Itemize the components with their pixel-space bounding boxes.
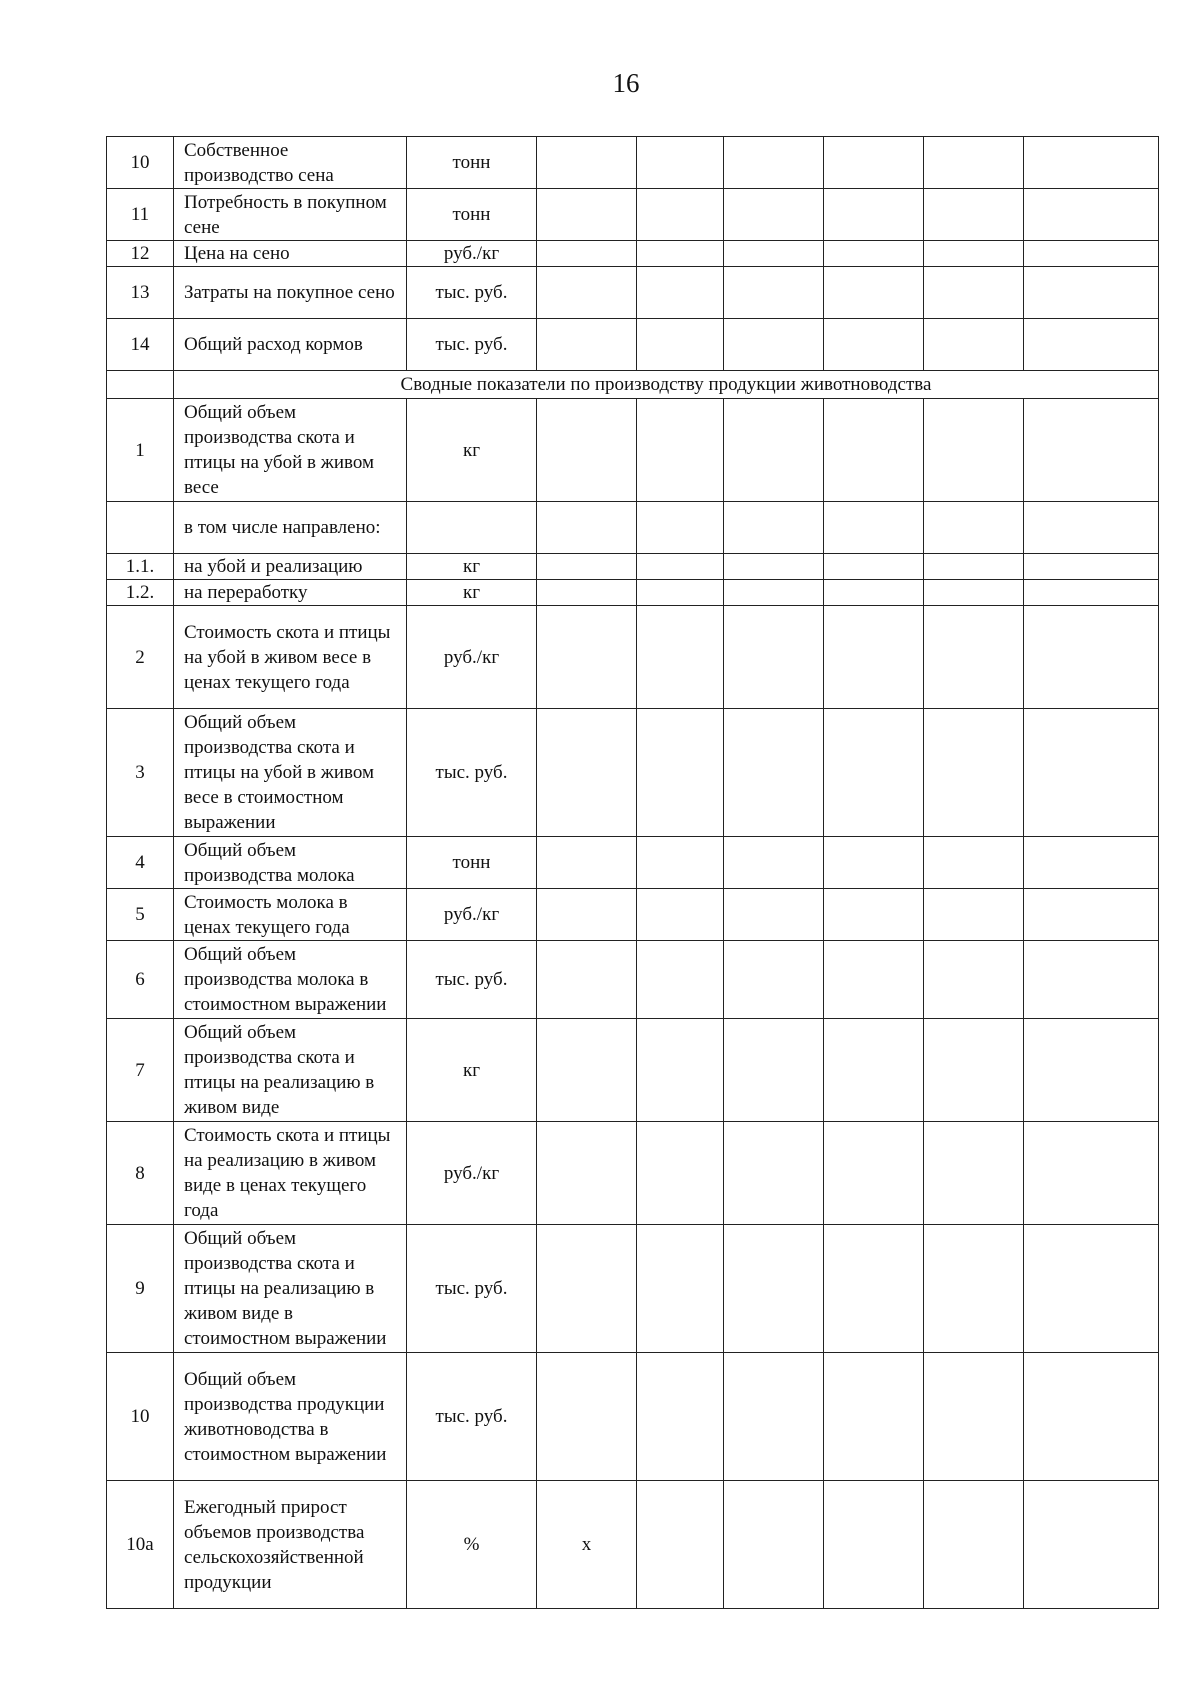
unit-of-measure: кг: [407, 580, 537, 606]
value-cell: [1024, 941, 1159, 1019]
indicator-name: Общий объем производства продукции животноводства в стоимостном выражении: [174, 1353, 407, 1481]
indicator-name: Цена на сено: [174, 241, 407, 267]
value-cell: [724, 1122, 824, 1225]
value-cell: [637, 837, 724, 889]
row-number: 4: [107, 837, 174, 889]
value-cell: [637, 941, 724, 1019]
value-cell: [537, 137, 637, 189]
unit-of-measure: тонн: [407, 189, 537, 241]
value-cell: [924, 580, 1024, 606]
value-cell: [724, 502, 824, 554]
value-cell: [637, 1122, 724, 1225]
value-cell: [824, 606, 924, 709]
value-cell: [537, 267, 637, 319]
indicator-name: Стоимость скота и птицы на убой в живом весе в ценах текущего года: [174, 606, 407, 709]
value-cell: [1024, 889, 1159, 941]
value-cell: [824, 1019, 924, 1122]
value-cell: [824, 1122, 924, 1225]
value-cell: [724, 137, 824, 189]
table-row: [107, 319, 1159, 371]
value-cell: [637, 709, 724, 837]
row-number: 5: [107, 889, 174, 941]
value-cell: [724, 241, 824, 267]
value-cell: [1024, 267, 1159, 319]
value-cell: [924, 241, 1024, 267]
value-cell: [824, 1353, 924, 1481]
value-cell: [1024, 709, 1159, 837]
value-cell: [824, 399, 924, 502]
value-cell: [724, 889, 824, 941]
value-cell: [637, 1225, 724, 1353]
value-cell: [637, 580, 724, 606]
value-cell: [924, 837, 1024, 889]
indicator-name: на переработку: [174, 580, 407, 606]
row-number: 8: [107, 1122, 174, 1225]
value-cell: [537, 837, 637, 889]
value-cell: [537, 889, 637, 941]
value-cell: [924, 606, 1024, 709]
indicator-name: Ежегодный прирост объемов производства сельскохозяйственной продукции: [174, 1481, 407, 1609]
value-cell: [1024, 189, 1159, 241]
unit-of-measure: [407, 502, 537, 554]
value-cell: [637, 319, 724, 371]
table-row: [107, 241, 1159, 267]
value-cell: [724, 1019, 824, 1122]
unit-of-measure: %: [407, 1481, 537, 1609]
value-cell: [537, 941, 637, 1019]
table-row: [107, 1122, 1159, 1225]
value-cell: [924, 1019, 1024, 1122]
unit-of-measure: тыс. руб.: [407, 709, 537, 837]
value-cell: [1024, 241, 1159, 267]
value-cell: [1024, 1353, 1159, 1481]
unit-of-measure: тыс. руб.: [407, 1225, 537, 1353]
value-cell: [924, 399, 1024, 502]
unit-of-measure: тонн: [407, 137, 537, 189]
value-cell: [924, 889, 1024, 941]
row-number: 7: [107, 1019, 174, 1122]
value-cell: [824, 241, 924, 267]
value-cell: [1024, 1122, 1159, 1225]
value-cell: [537, 709, 637, 837]
value-cell: [824, 267, 924, 319]
value-cell: [537, 606, 637, 709]
value-cell: [824, 1225, 924, 1353]
value-cell: [537, 502, 637, 554]
section-title: Сводные показатели по производству продукции животноводства: [174, 371, 1159, 399]
value-cell: [924, 554, 1024, 580]
value-cell: [824, 502, 924, 554]
table-row: [107, 502, 1159, 554]
value-cell: [724, 580, 824, 606]
unit-of-measure: тыс. руб.: [407, 319, 537, 371]
section-header-row: [107, 371, 1159, 399]
unit-of-measure: руб./кг: [407, 241, 537, 267]
indicator-name: Потребность в покупном сене: [174, 189, 407, 241]
row-number: 14: [107, 319, 174, 371]
unit-of-measure: руб./кг: [407, 606, 537, 709]
value-cell: [924, 267, 1024, 319]
table-row: [107, 606, 1159, 709]
unit-of-measure: кг: [407, 399, 537, 502]
value-cell: [724, 1225, 824, 1353]
value-cell: [537, 1225, 637, 1353]
value-cell: [924, 1225, 1024, 1353]
indicator-name: Общий объем производства молока в стоимостном выражении: [174, 941, 407, 1019]
value-cell: [724, 554, 824, 580]
row-number: 13: [107, 267, 174, 319]
table-row: [107, 837, 1159, 889]
value-cell: [724, 319, 824, 371]
indicator-name: Собственное производство сена: [174, 137, 407, 189]
row-number: 10: [107, 1353, 174, 1481]
value-cell: [637, 1019, 724, 1122]
value-cell: [724, 399, 824, 502]
value-cell: [637, 137, 724, 189]
table-row: [107, 137, 1159, 189]
value-cell: [1024, 1481, 1159, 1609]
table-row: [107, 709, 1159, 837]
table-row: [107, 554, 1159, 580]
value-cell: [924, 1353, 1024, 1481]
indicator-name: Общий объем производства скота и птицы на убой в живом весе: [174, 399, 407, 502]
value-cell: [1024, 319, 1159, 371]
value-cell: [637, 1353, 724, 1481]
value-cell: [724, 267, 824, 319]
table-row: [107, 580, 1159, 606]
table-row: [107, 1225, 1159, 1353]
value-cell: [637, 1481, 724, 1609]
row-number: 1: [107, 399, 174, 502]
value-cell: [1024, 606, 1159, 709]
value-cell: [924, 1481, 1024, 1609]
value-cell: [537, 189, 637, 241]
indicator-name: Затраты на покупное сено: [174, 267, 407, 319]
value-cell: [924, 709, 1024, 837]
row-number: 12: [107, 241, 174, 267]
value-cell: [637, 267, 724, 319]
table-row: [107, 267, 1159, 319]
value-cell: [1024, 554, 1159, 580]
row-number: 6: [107, 941, 174, 1019]
indicator-name: в том числе направлено:: [174, 502, 407, 554]
row-number: 2: [107, 606, 174, 709]
value-cell: [1024, 399, 1159, 502]
indicator-name: Общий объем производства молока: [174, 837, 407, 889]
value-cell: [1024, 137, 1159, 189]
value-cell: [637, 554, 724, 580]
unit-of-measure: тыс. руб.: [407, 1353, 537, 1481]
unit-of-measure: кг: [407, 554, 537, 580]
value-cell: [824, 189, 924, 241]
table-row: [107, 399, 1159, 502]
indicator-name: Общий объем производства скота и птицы на реализацию в живом виде: [174, 1019, 407, 1122]
indicator-name: Стоимость скота и птицы на реализацию в живом виде в ценах текущего года: [174, 1122, 407, 1225]
value-cell: [1024, 1225, 1159, 1353]
value-cell: [537, 399, 637, 502]
value-cell: [824, 137, 924, 189]
value-cell: [537, 1019, 637, 1122]
value-cell: [724, 837, 824, 889]
row-number: 3: [107, 709, 174, 837]
value-cell: [924, 319, 1024, 371]
value-cell: [924, 137, 1024, 189]
value-cell: [1024, 502, 1159, 554]
value-cell: [537, 1122, 637, 1225]
value-cell: [1024, 837, 1159, 889]
value-cell: [1024, 580, 1159, 606]
row-number: 10: [107, 137, 174, 189]
value-cell: [637, 502, 724, 554]
value-cell: [537, 554, 637, 580]
table-row: [107, 1019, 1159, 1122]
unit-of-measure: кг: [407, 1019, 537, 1122]
value-cell: [537, 1353, 637, 1481]
value-cell: х: [537, 1481, 637, 1609]
value-cell: [724, 606, 824, 709]
value-cell: [637, 606, 724, 709]
value-cell: [1024, 1019, 1159, 1122]
unit-of-measure: тонн: [407, 837, 537, 889]
indicator-name: Общий объем производства скота и птицы на убой в живом весе в стоимостном выражении: [174, 709, 407, 837]
row-number: 1.1.: [107, 554, 174, 580]
value-cell: [824, 709, 924, 837]
unit-of-measure: руб./кг: [407, 1122, 537, 1225]
indicator-name: Общий расход кормов: [174, 319, 407, 371]
unit-of-measure: тыс. руб.: [407, 267, 537, 319]
value-cell: [824, 889, 924, 941]
row-number: 9: [107, 1225, 174, 1353]
value-cell: [537, 241, 637, 267]
table-row: [107, 1353, 1159, 1481]
value-cell: [924, 189, 1024, 241]
row-number: [107, 371, 174, 399]
indicator-table: [106, 136, 1159, 1609]
value-cell: [824, 580, 924, 606]
value-cell: [824, 941, 924, 1019]
value-cell: [724, 941, 824, 1019]
unit-of-measure: тыс. руб.: [407, 941, 537, 1019]
value-cell: [924, 1122, 1024, 1225]
page-number: 16: [612, 68, 640, 98]
value-cell: [824, 1481, 924, 1609]
table-row: [107, 941, 1159, 1019]
table-row: [107, 1481, 1159, 1609]
value-cell: [537, 580, 637, 606]
table-row: [107, 189, 1159, 241]
row-number: 11: [107, 189, 174, 241]
value-cell: [637, 889, 724, 941]
table-row: [107, 889, 1159, 941]
value-cell: [824, 554, 924, 580]
value-cell: [824, 837, 924, 889]
value-cell: [824, 319, 924, 371]
value-cell: [724, 709, 824, 837]
value-cell: [537, 319, 637, 371]
value-cell: [637, 241, 724, 267]
unit-of-measure: руб./кг: [407, 889, 537, 941]
row-number: 1.2.: [107, 580, 174, 606]
value-cell: [924, 941, 1024, 1019]
value-cell: [637, 399, 724, 502]
row-number: 10а: [107, 1481, 174, 1609]
row-number: [107, 502, 174, 554]
indicator-name: Стоимость молока в ценах текущего года: [174, 889, 407, 941]
indicator-name: Общий объем производства скота и птицы на реализацию в живом виде в стоимостном выражении: [174, 1225, 407, 1353]
table-body: [107, 137, 1159, 1609]
value-cell: [924, 502, 1024, 554]
value-cell: [724, 1353, 824, 1481]
value-cell: [724, 189, 824, 241]
value-cell: [637, 189, 724, 241]
value-cell: [724, 1481, 824, 1609]
indicator-name: на убой и реализацию: [174, 554, 407, 580]
